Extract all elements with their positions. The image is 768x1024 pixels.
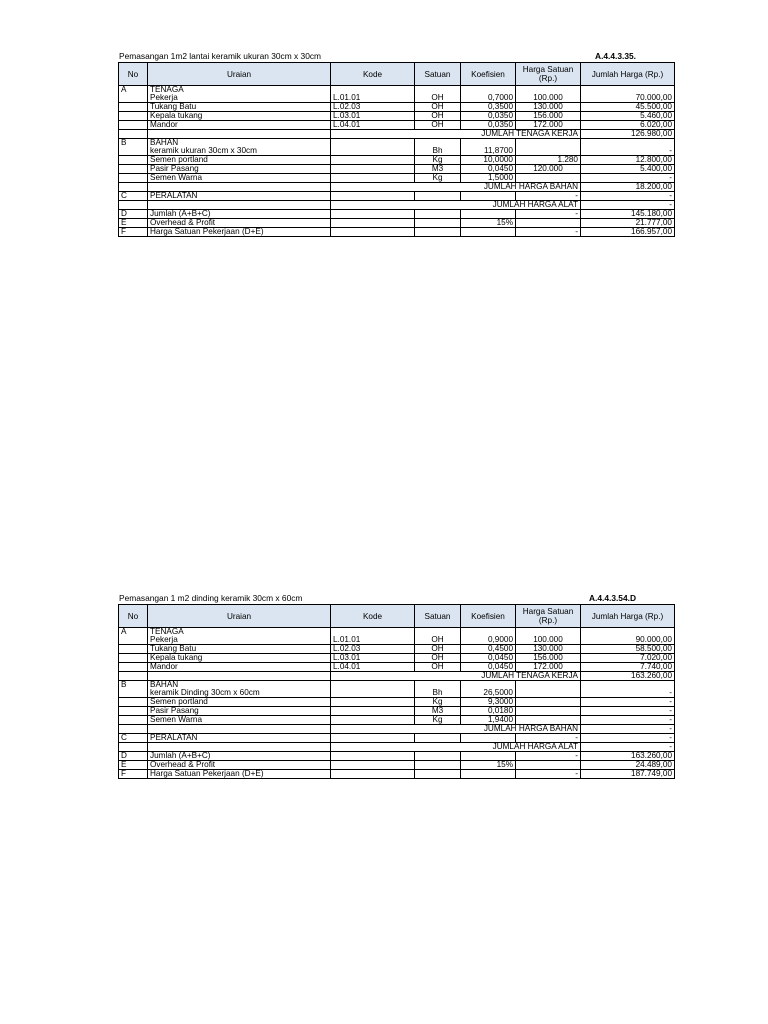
row-label: Overhead & Profit (148, 761, 331, 770)
item-jumlah: 5.400,00 (581, 165, 675, 174)
total-row-d (119, 210, 675, 219)
item-jumlah: 5.460,00 (581, 112, 675, 121)
item-uraian: Pekerja (148, 636, 331, 645)
item-satuan: OH (415, 112, 461, 121)
item-harga (516, 689, 581, 698)
item-uraian: Semen Warna (148, 174, 331, 183)
item-uraian: Mandor (148, 663, 331, 672)
item-koefisien: 0,0350 (461, 112, 516, 121)
table-row (119, 698, 675, 707)
item-satuan: Kg (415, 716, 461, 725)
subtotal-row (119, 183, 675, 192)
item-kode: L.01.01 (331, 636, 415, 645)
item-koefisien: 26,5000 (461, 689, 516, 698)
item-satuan: M3 (415, 165, 461, 174)
table-row (119, 165, 675, 174)
col-header-satuan: Satuan (415, 63, 461, 86)
item-satuan: Kg (415, 698, 461, 707)
row-label: Jumlah (A+B+C) (148, 210, 331, 219)
section-no: A (119, 86, 148, 95)
section-no: B (119, 139, 148, 148)
item-koefisien: 0,0450 (461, 165, 516, 174)
row-no: D (119, 210, 148, 219)
item-koefisien: 1,5000 (461, 174, 516, 183)
table-row (119, 663, 675, 672)
item-kode: L.02.03 (331, 103, 415, 112)
table-row (119, 716, 675, 725)
subtotal-label: JUMLAH TENAGA KERJA (331, 130, 581, 139)
row-no: D (119, 752, 148, 761)
subtotal-value: 18.200,00 (581, 183, 675, 192)
row-jumlah: 145.180,00 (581, 210, 675, 219)
unit-price-table (118, 62, 675, 237)
item-jumlah: 7.020,00 (581, 654, 675, 663)
work-item-title: Pemasangan 1 m2 dinding keramik 30cm x 60cm (119, 593, 303, 603)
subtotal-row (119, 743, 675, 752)
item-koefisien: 0,3500 (461, 103, 516, 112)
item-koefisien: 0,9000 (461, 636, 516, 645)
table-row (119, 147, 675, 156)
row-label: Harga Satuan Pekerjaan (D+E) (148, 228, 331, 237)
table-row (119, 645, 675, 654)
section-a-row (119, 86, 675, 95)
item-harga: - (516, 734, 581, 743)
item-satuan: OH (415, 636, 461, 645)
table-row (119, 174, 675, 183)
work-item-title: Pemasangan 1m2 lantai keramik ukuran 30cm x 30cm (119, 51, 322, 61)
item-uraian: keramik Dinding 30cm x 60cm (148, 689, 331, 698)
subtotal-value: - (581, 743, 675, 752)
item-jumlah: 6.020,00 (581, 121, 675, 130)
item-jumlah: - (581, 707, 675, 716)
item-harga: 130.000 (516, 103, 581, 112)
work-item-code: A.4.4.3.35. (595, 51, 636, 61)
section-no: C (119, 192, 148, 201)
item-koefisien: 0,0450 (461, 654, 516, 663)
item-koefisien: 10,0000 (461, 156, 516, 165)
subtotal-label: JUMLAH HARGA ALAT (331, 743, 581, 752)
item-harga: 100.000 (516, 94, 581, 103)
item-koefisien: 0,7000 (461, 94, 516, 103)
header-row (119, 605, 675, 628)
subtotal-label: JUMLAH TENAGA KERJA (331, 672, 581, 681)
item-uraian: Pasir Pasang (148, 707, 331, 716)
item-jumlah: - (581, 192, 675, 201)
item-uraian: Pasir Pasang (148, 165, 331, 174)
item-jumlah: 45.500,00 (581, 103, 675, 112)
table-row (119, 707, 675, 716)
table-row (119, 156, 675, 165)
section-label: PERALATAN (148, 734, 331, 743)
item-harga: 172.000 (516, 121, 581, 130)
item-harga: 1.280 (516, 156, 581, 165)
item-jumlah: - (581, 689, 675, 698)
row-harga: - (516, 770, 581, 779)
subtotal-value: 126.980,00 (581, 130, 675, 139)
item-kode: L.03.01 (331, 112, 415, 121)
total-row-d (119, 752, 675, 761)
analysis-block-2 (118, 592, 674, 779)
subtotal-value: - (581, 725, 675, 734)
item-harga (516, 174, 581, 183)
col-header-jumlah-harga: Jumlah Harga (Rp.) (581, 605, 675, 628)
item-harga (516, 716, 581, 725)
section-c-row (119, 192, 675, 201)
row-no: F (119, 770, 148, 779)
row-label: Harga Satuan Pekerjaan (D+E) (148, 770, 331, 779)
col-header-jumlah-harga: Jumlah Harga (Rp.) (581, 63, 675, 86)
item-satuan: Bh (415, 689, 461, 698)
item-harga: 172.000 (516, 663, 581, 672)
subtotal-value: - (581, 201, 675, 210)
section-no: A (119, 628, 148, 637)
row-koefisien: 15% (461, 219, 516, 228)
row-no: E (119, 761, 148, 770)
section-label: BAHAN (148, 681, 331, 690)
col-header-no: No (119, 63, 148, 86)
table-row (119, 636, 675, 645)
subtotal-label: JUMLAH HARGA BAHAN (331, 183, 581, 192)
col-header-koefisien: Koefisien (461, 63, 516, 86)
item-harga (516, 147, 581, 156)
item-jumlah: 58.500,00 (581, 645, 675, 654)
item-uraian: Pekerja (148, 94, 331, 103)
item-satuan: OH (415, 94, 461, 103)
item-kode: L.01.01 (331, 94, 415, 103)
total-row-e (119, 761, 675, 770)
row-label: Jumlah (A+B+C) (148, 752, 331, 761)
item-jumlah: 12.800,00 (581, 156, 675, 165)
row-harga: - (516, 210, 581, 219)
item-jumlah: 90.000,00 (581, 636, 675, 645)
subtotal-label: JUMLAH HARGA BAHAN (331, 725, 581, 734)
row-no: F (119, 228, 148, 237)
item-harga: 120.000 (516, 165, 581, 174)
item-koefisien: 0,4500 (461, 645, 516, 654)
subtotal-row (119, 672, 675, 681)
col-header-no: No (119, 605, 148, 628)
total-row-f (119, 228, 675, 237)
item-uraian: Tukang Batu (148, 645, 331, 654)
item-uraian: Kepala tukang (148, 654, 331, 663)
subtotal-label: JUMLAH HARGA ALAT (331, 201, 581, 210)
item-harga: - (516, 192, 581, 201)
col-header-koefisien: Koefisien (461, 605, 516, 628)
item-uraian: Semen portland (148, 698, 331, 707)
item-jumlah: 70.000,00 (581, 94, 675, 103)
table-row (119, 112, 675, 121)
item-harga: 156.000 (516, 654, 581, 663)
row-harga: - (516, 228, 581, 237)
item-jumlah: - (581, 174, 675, 183)
total-row-e (119, 219, 675, 228)
item-uraian: keramik ukuran 30cm x 30cm (148, 147, 331, 156)
col-header-uraian: Uraian (148, 605, 331, 628)
item-koefisien: 9,3000 (461, 698, 516, 707)
item-satuan: M3 (415, 707, 461, 716)
analysis-block-1 (118, 50, 674, 237)
item-kode: L.04.01 (331, 121, 415, 130)
item-uraian: Semen Warna (148, 716, 331, 725)
item-koefisien: 1,9400 (461, 716, 516, 725)
item-uraian: Semen portland (148, 156, 331, 165)
section-label: PERALATAN (148, 192, 331, 201)
item-koefisien: 0,0180 (461, 707, 516, 716)
subtotal-row (119, 725, 675, 734)
subtotal-value: 163.260,00 (581, 672, 675, 681)
table-row (119, 121, 675, 130)
section-b-row (119, 139, 675, 148)
unit-price-table (118, 604, 675, 779)
section-b-row (119, 681, 675, 690)
section-a-row (119, 628, 675, 637)
col-header-harga-satuan: Harga Satuan (Rp.) (516, 605, 581, 628)
item-koefisien: 11,8700 (461, 147, 516, 156)
table-row (119, 654, 675, 663)
row-jumlah: 24.489,00 (581, 761, 675, 770)
item-satuan: OH (415, 645, 461, 654)
item-harga: 156.000 (516, 112, 581, 121)
item-jumlah: - (581, 716, 675, 725)
item-harga: 130.000 (516, 645, 581, 654)
row-no: E (119, 219, 148, 228)
item-satuan: Bh (415, 147, 461, 156)
item-uraian: Kepala tukang (148, 112, 331, 121)
subtotal-row (119, 201, 675, 210)
section-no: B (119, 681, 148, 690)
item-jumlah: - (581, 698, 675, 707)
block-caption (118, 592, 674, 604)
section-no: C (119, 734, 148, 743)
subtotal-row (119, 130, 675, 139)
col-header-harga-satuan: Harga Satuan (Rp.) (516, 63, 581, 86)
item-satuan: OH (415, 103, 461, 112)
section-label: BAHAN (148, 139, 331, 148)
header-row (119, 63, 675, 86)
table-row (119, 94, 675, 103)
item-satuan: OH (415, 663, 461, 672)
item-koefisien: 0,0450 (461, 663, 516, 672)
work-item-code: A.4.4.3.54.D (588, 593, 636, 603)
col-header-uraian: Uraian (148, 63, 331, 86)
item-jumlah: - (581, 734, 675, 743)
item-satuan: OH (415, 654, 461, 663)
item-harga (516, 707, 581, 716)
row-koefisien: 15% (461, 761, 516, 770)
row-jumlah: 163.260,00 (581, 752, 675, 761)
item-jumlah: 7.740,00 (581, 663, 675, 672)
col-header-satuan: Satuan (415, 605, 461, 628)
item-kode: L.02.03 (331, 645, 415, 654)
item-uraian: Mandor (148, 121, 331, 130)
section-label: TENAGA (148, 628, 331, 637)
table-row (119, 689, 675, 698)
item-koefisien: 0,0350 (461, 121, 516, 130)
item-uraian: Tukang Batu (148, 103, 331, 112)
col-header-kode: Kode (331, 63, 415, 86)
item-satuan: OH (415, 121, 461, 130)
row-jumlah: 21.777,00 (581, 219, 675, 228)
item-satuan: Kg (415, 174, 461, 183)
item-kode: L.03.01 (331, 654, 415, 663)
item-harga (516, 698, 581, 707)
section-c-row (119, 734, 675, 743)
row-jumlah: 166.957,00 (581, 228, 675, 237)
row-label: Overhead & Profit (148, 219, 331, 228)
table-row (119, 103, 675, 112)
col-header-kode: Kode (331, 605, 415, 628)
item-satuan: Kg (415, 156, 461, 165)
item-jumlah: - (581, 147, 675, 156)
total-row-f (119, 770, 675, 779)
item-harga: 100.000 (516, 636, 581, 645)
block-caption (118, 50, 674, 62)
row-jumlah: 187.749,00 (581, 770, 675, 779)
row-harga: - (516, 752, 581, 761)
item-kode: L.04.01 (331, 663, 415, 672)
section-label: TENAGA (148, 86, 331, 95)
